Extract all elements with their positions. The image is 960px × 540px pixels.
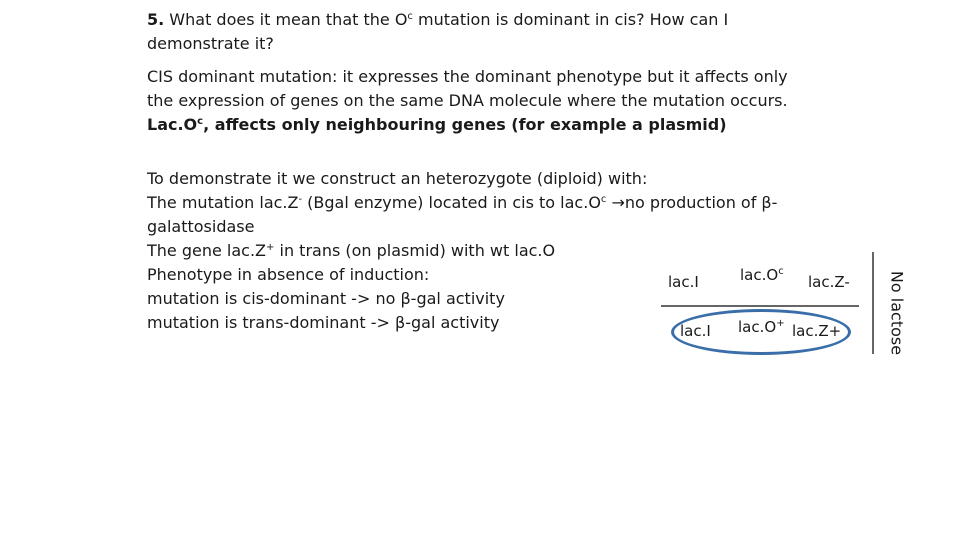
top-laco-label (740, 266, 784, 284)
question-text-1a: What does it mean that the O (164, 10, 408, 29)
top-laco-text: lac.O (740, 266, 779, 284)
demo-text-4b: in trans (on plasmid) with wt lac.O (274, 241, 556, 260)
bottom-laco-text: lac.O (738, 318, 777, 336)
demo-line-1: To demonstrate it we construct an heterozygote (diploid) with: (147, 169, 648, 188)
demo-text-2a: The mutation lac.Z (147, 193, 299, 212)
bottom-laci-label: lac.I (680, 322, 711, 340)
demo-text-4a: The gene lac.Z (147, 241, 267, 260)
top-lacz-label: lac.Z- (808, 273, 850, 291)
cis-definition-block (147, 65, 788, 137)
cis-line-3 (147, 113, 788, 137)
cis-line-1: CIS dominant mutation: it expresses the dominant phenotype but it affects only (147, 67, 788, 86)
cis-sup: c (197, 116, 204, 127)
cis-text-3b: , affects only neighbouring genes (for example a plasmid) (203, 115, 727, 134)
demonstration-block (147, 167, 777, 335)
cis-text-3a: Lac.O (147, 115, 198, 134)
question-line-1 (147, 8, 728, 32)
top-laco-sup: c (778, 266, 784, 277)
top-laci-label: lac.I (668, 273, 699, 291)
bottom-laco-sup: + (776, 318, 785, 329)
demo-line-4 (147, 239, 777, 263)
chromosome-line (661, 305, 859, 307)
question-block (147, 8, 728, 56)
question-sup: c (407, 11, 413, 22)
demo-line-5: Phenotype in absence of induction: (147, 265, 430, 284)
demo-sup-2: c (600, 194, 607, 205)
demo-text-2c: →no production of β- (606, 193, 778, 212)
demo-line-3: galattosidase (147, 217, 255, 236)
demo-sup-1: - (298, 194, 303, 205)
demo-sup-4: + (266, 242, 275, 253)
bottom-laco-label (738, 318, 785, 336)
demo-line-7: mutation is trans-dominant -> β-gal activity (147, 313, 500, 332)
demo-text-2b: (Bgal enzyme) located in cis to lac.O (302, 193, 601, 212)
question-line-2: demonstrate it? (147, 34, 274, 53)
condition-divider (872, 252, 874, 354)
question-number: 5. (147, 10, 165, 29)
no-lactose-label: No lactose (887, 270, 907, 356)
demo-line-6: mutation is cis-dominant -> no β-gal activity (147, 289, 505, 308)
question-text-1b: mutation is dominant in cis? How can I (412, 10, 729, 29)
demo-line-2 (147, 191, 777, 215)
bottom-lacz-label: lac.Z+ (792, 322, 842, 340)
cis-line-2: the expression of genes on the same DNA molecule where the mutation occurs. (147, 91, 788, 110)
